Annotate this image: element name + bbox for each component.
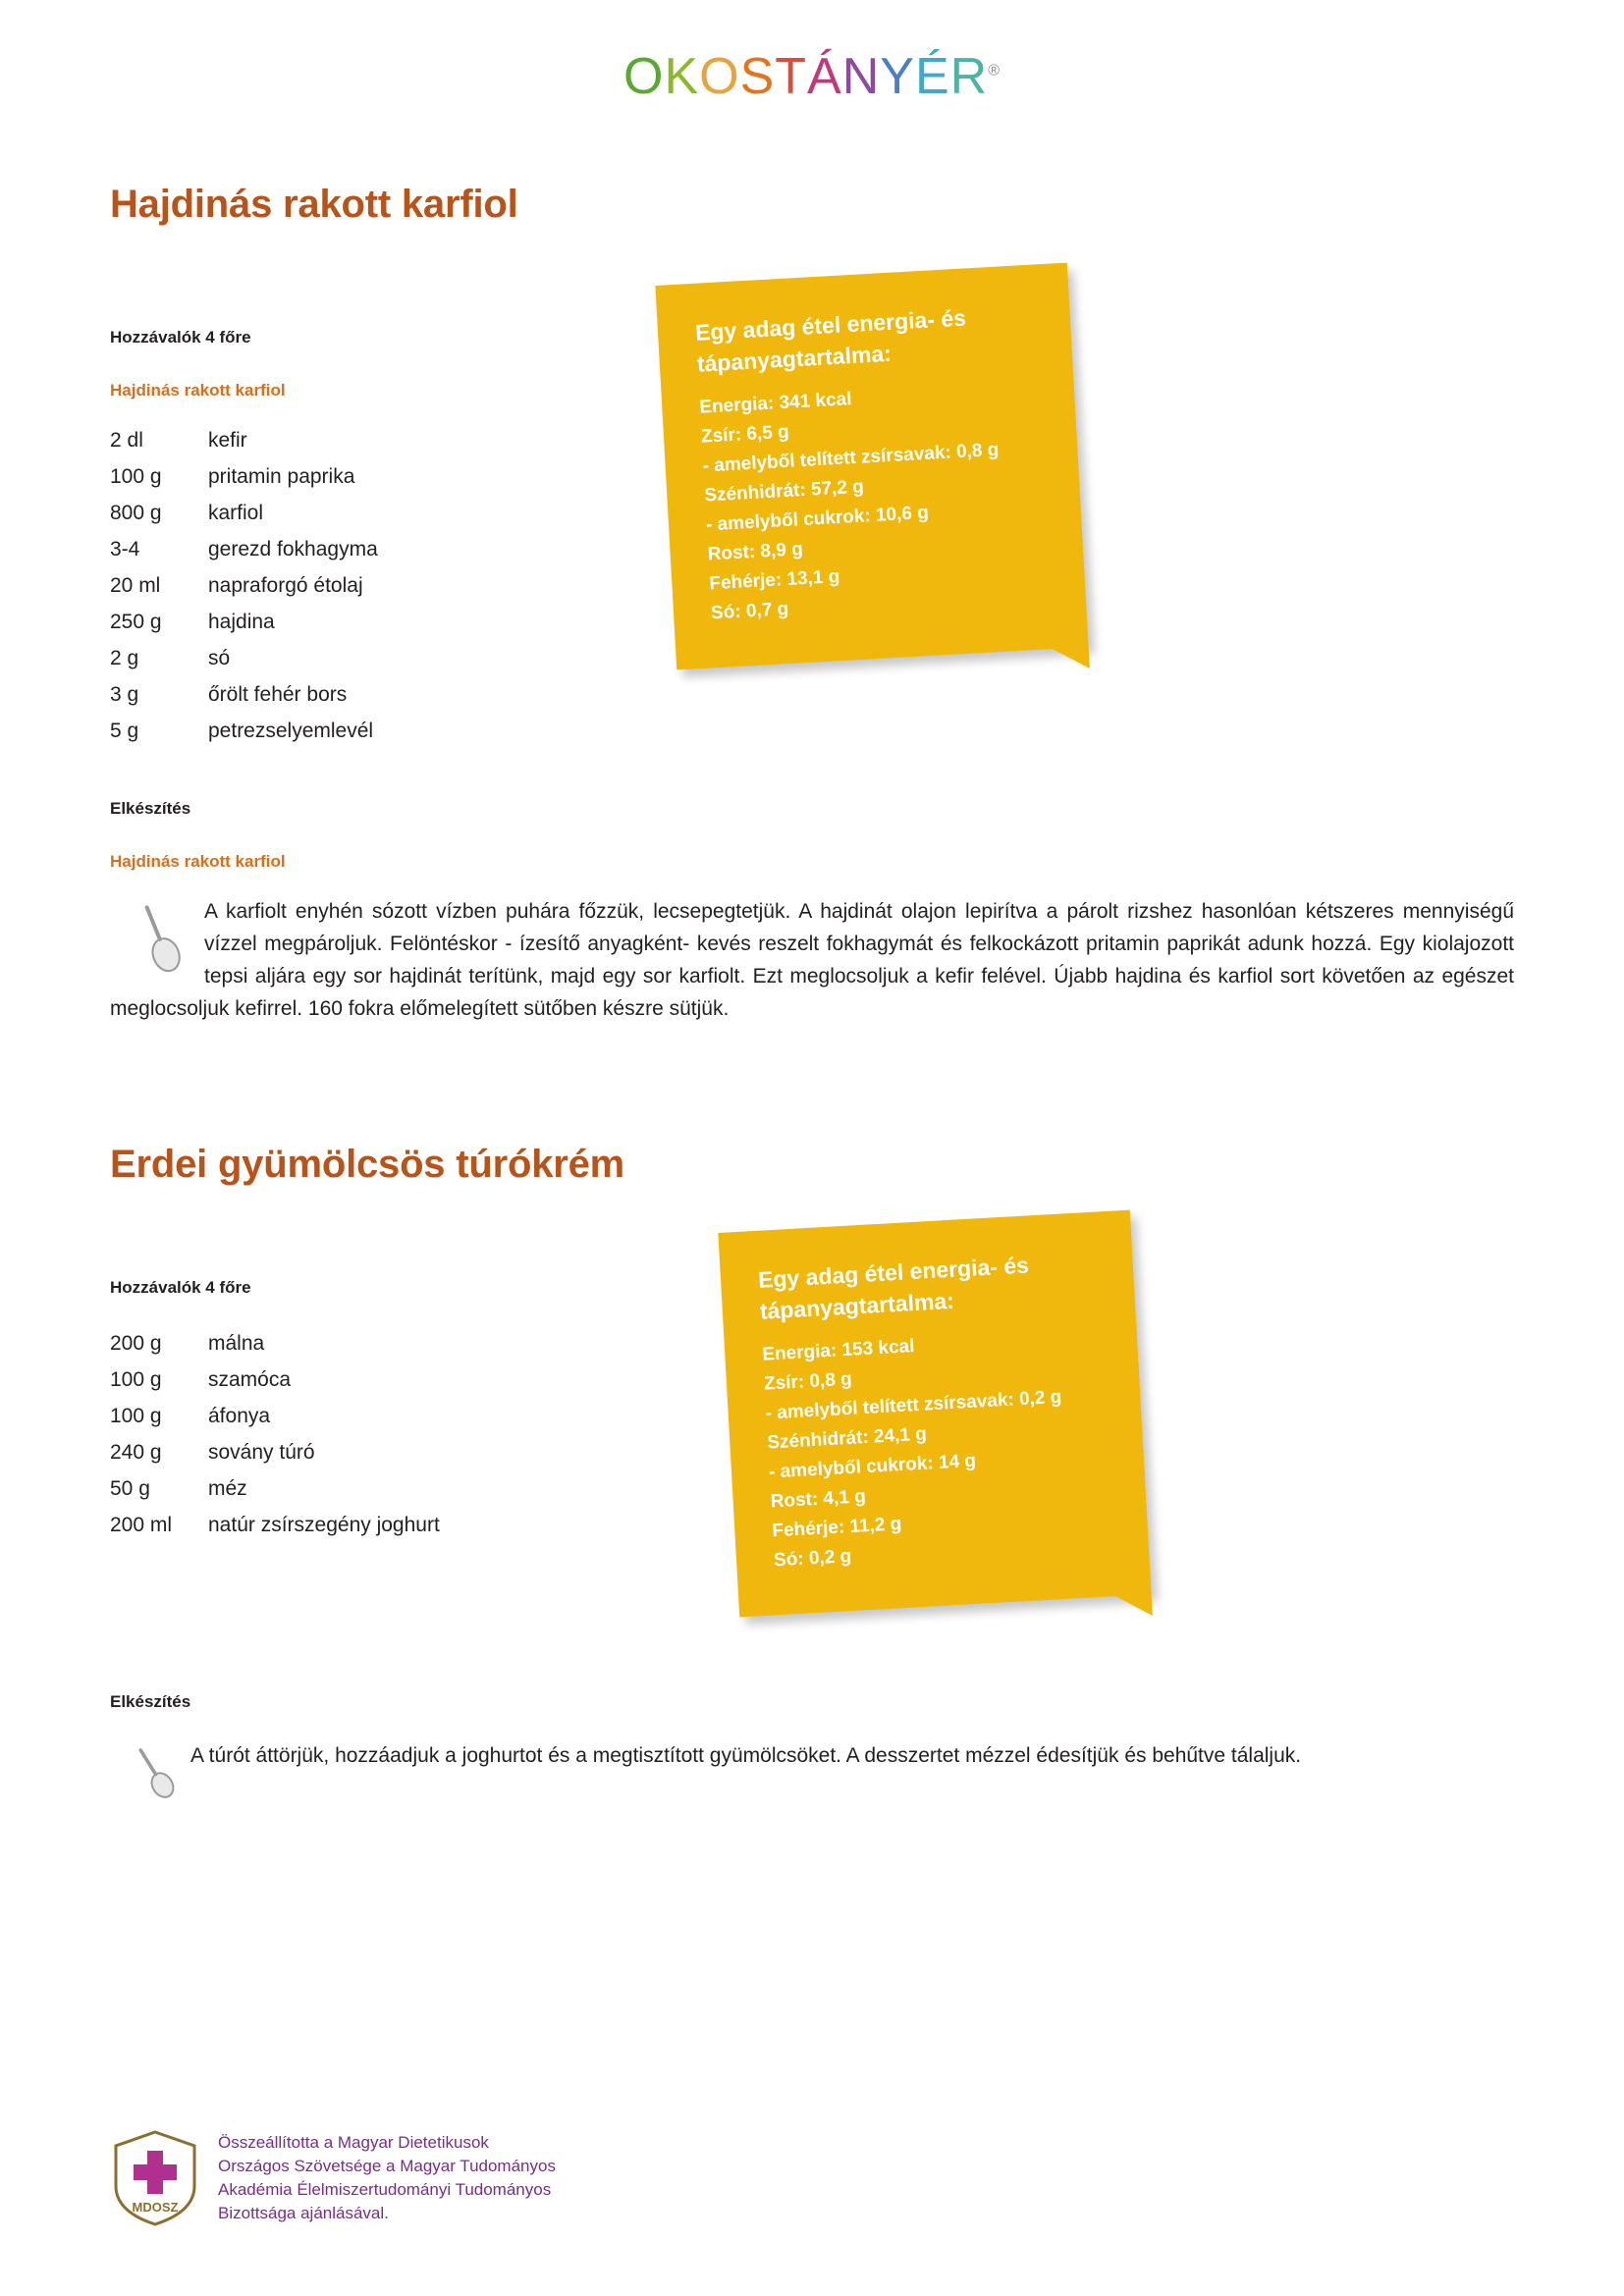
footer-text (218, 2131, 556, 2225)
ingredient-quantity: 50 g (110, 1477, 150, 1500)
nutrition-card-2 (718, 1210, 1151, 1618)
ingredient-name: méz (208, 1477, 247, 1500)
ingredient-name: napraforgó étolaj (208, 574, 363, 597)
ingredient-name: őrölt fehér bors (208, 683, 348, 706)
method-text-1 (110, 895, 1514, 1025)
nutrition-line: Rost: 8,9 g (707, 539, 804, 565)
nutrition-line: Szénhidrát: 57,2 g (703, 476, 865, 507)
ingredients-label: Hozzávalók 4 főre (110, 328, 251, 347)
nutrition-line: - amelyből cukrok: 10,6 g (705, 502, 930, 536)
nutrition-line: Zsír: 6,5 g (700, 421, 790, 448)
nutrition-line: Szénhidrát: 24,1 g (766, 1423, 928, 1454)
ingredient-quantity: 200 ml (110, 1514, 173, 1536)
ingredient-name: szamóca (208, 1368, 292, 1391)
nutrition-line: Energia: 341 kcal (698, 389, 852, 418)
ingredient-quantity: 100 g (110, 1405, 162, 1427)
page-title: Erdei gyümölcsös túrókrém (110, 1143, 625, 1186)
ingredient-name: áfonya (208, 1405, 271, 1427)
nutrition-line: Fehérje: 11,2 g (771, 1514, 902, 1542)
ingredient-name: só (208, 647, 231, 669)
ingredient-name: sovány túró (208, 1441, 315, 1464)
ingredient-name: natúr zsírszegény joghurt (208, 1514, 440, 1536)
nutrition-line: Só: 0,7 g (710, 598, 789, 624)
ingredient-quantity: 20 ml (110, 574, 161, 597)
ingredient-name: kefir (208, 429, 247, 452)
logo-letter-10: R (949, 48, 989, 105)
page-title: Hajdinás rakott karfiol (110, 183, 518, 226)
nutrition-line: - amelyből cukrok: 14 g (768, 1450, 977, 1483)
footer (110, 2129, 556, 2227)
logo-letter-3: O (699, 48, 740, 105)
nutrition-line: Só: 0,2 g (773, 1545, 852, 1572)
method-paragraph: A túrót áttörjük, hozzáadjuk a joghurtot és a megtisztított gyümölcsöket. A desszertet mézzel édesítjük és behűtve tálaljuk. (190, 1744, 1302, 1767)
nutrition-line: Rost: 4,1 g (770, 1486, 867, 1513)
nutrition-heading: Egy adag étel energia- és tápanyagtartalma: (757, 1252, 1030, 1324)
logo-letter-8: Y (880, 48, 915, 105)
logo-letter-4: S (739, 48, 776, 105)
nutrition-line: - amelyből telített zsírsavak: 0,2 g (765, 1386, 1062, 1424)
ingredient-quantity: 3-4 (110, 538, 140, 561)
mdosz-logo (110, 2129, 200, 2227)
footer-line: Akadémia Élelmiszertudományi Tudományos (218, 2180, 552, 2199)
nutrition-line: - amelyből telített zsírsavak: 0,8 g (702, 439, 1000, 477)
ingredient-name: málna (208, 1332, 265, 1355)
logo-letter-2: K (664, 48, 700, 105)
method-label: Elkészítés (110, 1692, 191, 1711)
ingredient-quantity: 240 g (110, 1441, 162, 1464)
ingredient-name: karfiol (208, 502, 264, 524)
recipe-section-1 (110, 183, 1514, 1025)
ingredient-quantity: 3 g (110, 683, 139, 706)
footer-line: Bizottsága ajánlásával. (218, 2204, 389, 2222)
method-subtitle: Hajdinás rakott karfiol (110, 852, 286, 871)
logo-letter-5: T (775, 48, 808, 105)
svg-text:MDOSZ: MDOSZ (132, 2200, 179, 2215)
nutrition-line: Zsír: 0,8 g (763, 1368, 853, 1395)
nutrition-card-1 (655, 263, 1088, 670)
ingredient-quantity: 100 g (110, 465, 162, 488)
nutrition-line: Energia: 153 kcal (761, 1336, 915, 1365)
footer-line: Összeállította a Magyar Dietetikusok (218, 2133, 489, 2152)
ingredients-subtitle: Hajdinás rakott karfiol (110, 381, 286, 400)
list-item (110, 676, 1514, 713)
ingredient-quantity: 2 g (110, 647, 139, 669)
logo-letter-9: É (914, 48, 950, 105)
method-paragraph: A karfiolt enyhén sózott vízben puhára főzzük, lecsepegtetjük. A hajdinát olajon lepirítva a párolt rizshez hasonlóan kétszeres mennyiségű vízzel megpároljuk. Felöntéskor - ízesítő anyagként- kevés reszelt fokhagymát és felkockázott pritamin paprikát adunk hozzá. Egy kiolajozott tepsi aljára egy sor hajdinát terítünk, majd egy sor karfiolt. Ezt meglocsoljuk a kefir felével. Újabb hajdina és karfiol sort követően az egészet meglocsoljuk kefirrel. 160 fokra előmelegített sütőben készre sütjük. (110, 900, 1514, 1020)
method-label: Elkészítés (110, 799, 191, 818)
list-item (110, 713, 1514, 749)
nutrition-heading: Egy adag étel energia- és tápanyagtartalma: (694, 304, 967, 377)
brand-header (0, 0, 1624, 106)
ingredient-name: pritamin paprika (208, 465, 355, 488)
logo-letter-6: Á (807, 48, 842, 105)
ingredient-quantity: 100 g (110, 1368, 162, 1391)
ingredient-name: petrezselyemlevél (208, 720, 374, 742)
ingredient-name: hajdina (208, 611, 275, 633)
ingredients-label: Hozzávalók 4 főre (110, 1278, 251, 1297)
recipe-section-2 (110, 1143, 1514, 1772)
ingredient-quantity: 5 g (110, 720, 139, 742)
spoon-icon (132, 899, 187, 986)
spoon-icon (132, 1741, 177, 1812)
method-text-2 (110, 1739, 1514, 1772)
registered-mark: ® (988, 62, 1001, 80)
ingredient-quantity: 250 g (110, 611, 162, 633)
ingredient-quantity: 200 g (110, 1332, 162, 1355)
ingredient-name: gerezd fokhagyma (208, 538, 378, 561)
logo-letter-7: N (841, 48, 881, 105)
footer-line: Országos Szövetsége a Magyar Tudományos (218, 2157, 556, 2175)
ingredient-quantity: 2 dl (110, 429, 143, 452)
okostanyer-logo (623, 47, 1001, 106)
logo-letter-1: O (623, 48, 665, 105)
ingredient-quantity: 800 g (110, 502, 162, 524)
nutrition-line: Fehérje: 13,1 g (708, 566, 840, 595)
